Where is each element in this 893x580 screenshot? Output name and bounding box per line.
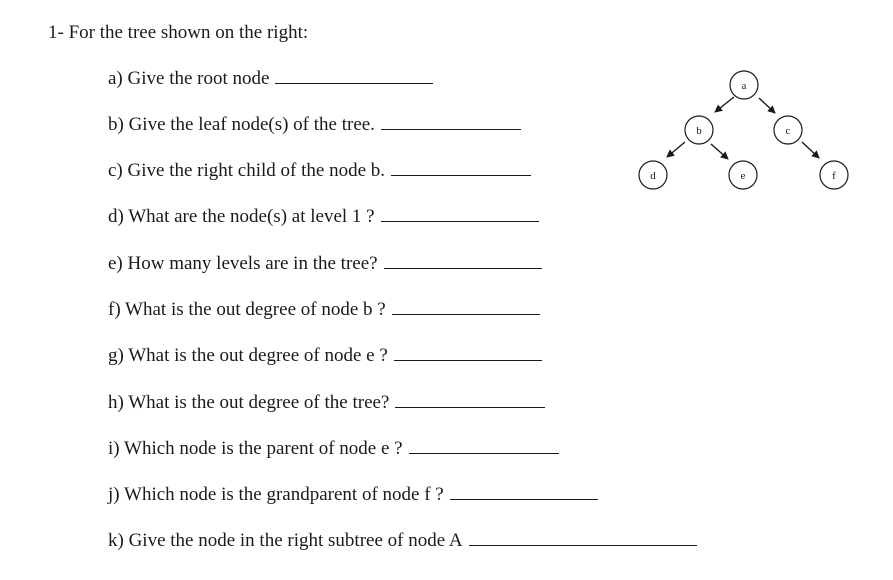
question-c-text: c) Give the right child of the node b. <box>108 160 386 181</box>
tree-node-c <box>774 116 802 144</box>
question-k <box>108 529 697 553</box>
question-b <box>108 113 521 137</box>
answer-blank-d[interactable] <box>381 220 539 222</box>
answer-blank-j[interactable] <box>450 498 598 500</box>
answer-blank-i[interactable] <box>409 452 559 454</box>
answer-blank-e[interactable] <box>384 267 542 269</box>
question-i-text: i) Which node is the parent of node e ? <box>108 438 403 459</box>
edge-c-f <box>802 142 819 158</box>
answer-blank-g[interactable] <box>394 359 542 361</box>
question-h <box>108 391 545 415</box>
answer-blank-a[interactable] <box>275 82 433 84</box>
answer-blank-b[interactable] <box>381 128 521 130</box>
tree-node-d <box>639 161 667 189</box>
answer-blank-f[interactable] <box>392 313 540 315</box>
tree-node-e-label: e <box>740 170 746 182</box>
question-a <box>108 67 433 91</box>
question-f-text: f) What is the out degree of node b ? <box>108 299 386 320</box>
edge-a-b <box>715 97 734 112</box>
question-g <box>108 344 542 368</box>
tree-node-b <box>685 116 713 144</box>
edge-b-e <box>711 144 728 159</box>
tree-node-e <box>729 161 757 189</box>
question-k-text: k) Give the node in the right subtree of node A <box>108 530 463 551</box>
answer-blank-h[interactable] <box>395 406 545 408</box>
edge-a-c <box>759 98 775 113</box>
question-j <box>108 483 598 507</box>
question-a-text: a) Give the root node <box>108 68 270 89</box>
tree-node-b-label: b <box>696 125 702 137</box>
question-c <box>108 159 531 183</box>
tree-node-a-label: a <box>741 80 747 92</box>
question-i <box>108 437 559 461</box>
question-h-text: h) What is the out degree of the tree? <box>108 392 390 413</box>
answer-blank-c[interactable] <box>391 174 531 176</box>
question-e-text: e) How many levels are in the tree? <box>108 253 378 274</box>
question-j-text: j) Which node is the grandparent of node f ? <box>108 484 444 505</box>
question-f <box>108 298 540 322</box>
answer-blank-k[interactable] <box>469 544 697 546</box>
tree-node-d-label: d <box>650 170 656 182</box>
edge-b-d <box>667 142 685 157</box>
tree-node-a <box>730 71 758 99</box>
question-d <box>108 205 539 229</box>
tree-node-f-label: f <box>832 170 836 182</box>
question-b-text: b) Give the leaf node(s) of the tree. <box>108 114 375 135</box>
question-g-text: g) What is the out degree of node e ? <box>108 345 388 366</box>
question-e <box>108 252 542 276</box>
tree-node-f <box>820 161 848 189</box>
worksheet-heading: 1- For the tree shown on the right: <box>48 22 309 43</box>
tree-diagram <box>630 62 860 202</box>
tree-node-c-label: c <box>785 125 791 137</box>
question-d-text: d) What are the node(s) at level 1 ? <box>108 206 375 227</box>
